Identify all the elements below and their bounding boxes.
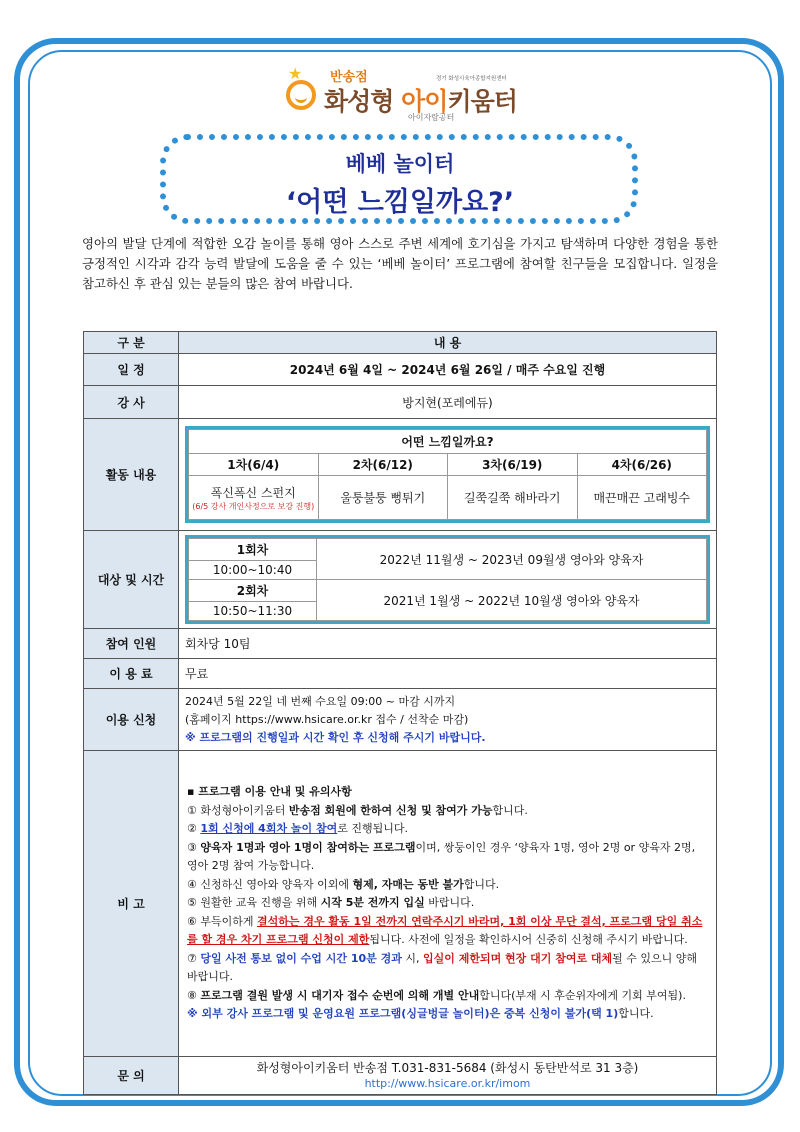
activity-label: 활동 내용 (84, 419, 179, 531)
note-7: ⑦ 당일 사전 통보 없이 수업 시간 10분 경과 시, 입실이 제한되며 현장 대기 참여로 대체될 수 있으니 양해 바랍니다. (187, 951, 698, 984)
instructor-value: 방지현(포레에듀) (179, 386, 717, 419)
target-who: 2022년 11월생 ~ 2023년 09월생 영아와 양육자 (317, 539, 707, 580)
session-name: 길쭉길쭉 해바라기 (448, 476, 578, 520)
info-table (83, 331, 717, 1095)
session-cell (189, 476, 319, 520)
activity-title: 어떤 느낌일까요? (189, 430, 707, 454)
logo-branch: 반송점 (330, 70, 368, 85)
title-line2: ‘어떤 느낌일까요?’ (285, 187, 515, 218)
apply-line1: 2024년 5월 22일 네 번째 수요일 09:00 ~ 마감 시까지 (185, 694, 456, 708)
target-label: 대상 및 시간 (84, 531, 179, 629)
contact-line: 화성형아이키움터 반송점 T.031-831-5684 (화성시 동탄반석로 31 3층) (256, 1060, 639, 1075)
table-row (84, 332, 717, 354)
note-3: ③ 양육자 1명과 영아 1명이 참여하는 프로그램이며, 쌍둥이인 경우 ‘양육자 1명, 영아 2명 or 양육자 2명, 영아 2명 참여 가능합니다. (187, 840, 696, 873)
table-row (84, 354, 717, 386)
capacity-value: 회차당 10팀 (179, 629, 717, 659)
target-box (185, 535, 710, 624)
session-round: 1차(6/4) (189, 454, 319, 476)
fee-label: 이 용 료 (84, 659, 179, 689)
contact-link[interactable]: http://www.hsicare.or.kr/imom (364, 1076, 531, 1090)
table-row (84, 689, 717, 751)
contact-label: 문 의 (84, 1057, 179, 1095)
table-row (84, 629, 717, 659)
schedule-label: 일 정 (84, 354, 179, 386)
session-round: 3차(6/19) (448, 454, 578, 476)
capacity-label: 참여 인원 (84, 629, 179, 659)
smile-icon (286, 80, 316, 110)
session-round: 2차(6/12) (318, 454, 448, 476)
table-row (84, 386, 717, 419)
table-row (84, 531, 717, 629)
activity-box (185, 426, 710, 523)
note-9: ※ 외부 강사 프로그램 및 운영요원 프로그램(싱글벙글 놀이터)은 중복 신청이 불가(택 1)합니다. (187, 1007, 654, 1021)
note-1: ① 화성형아이키움터 반송점 회원에 한하여 신청 및 참여가 가능합니다. (187, 803, 528, 817)
session-note: (6/5 강사 개인사정으로 보강 진행) (192, 501, 315, 511)
table-row (84, 751, 717, 1057)
schedule-value: 2024년 6월 4일 ~ 2024년 6월 26일 / 매주 수요일 진행 (179, 354, 717, 386)
session-name: 폭신폭신 스펀지 (210, 485, 296, 500)
note-2: ② 1회 신청에 4회차 놀이 참여로 진행됩니다. (187, 822, 408, 836)
target-round: 1회차 (189, 539, 317, 561)
table-row (84, 659, 717, 689)
session-round: 4차(6/26) (577, 454, 707, 476)
note-4: ④ 신청하신 영아와 양육자 이외에 형제, 자매는 동반 불가합니다. (187, 877, 500, 891)
title-line1: 베베 놀이터 (345, 152, 455, 176)
apply-label: 이용 신청 (84, 689, 179, 751)
header-label: 구 분 (84, 332, 179, 354)
logo-org: 경기 화성시육아종합지원센터 (436, 76, 507, 82)
header-content: 내 용 (179, 332, 717, 354)
note-6: ⑥ 부득이하게 결석하는 경우 활동 1일 전까지 연락주시기 바라며, 1회 이상 무단 결석, 프로그램 당일 취소를 할 경우 차기 프로그램 신청이 제한됩니다. 사전에 일정을 확인하시어 신중히 신청해 주시기 바랍니다. (187, 914, 703, 947)
apply-line2: (홈페이지 https://www.hsicare.or.kr 접수 / 선착순 마감) (185, 712, 469, 726)
target-time: 10:00~10:40 (189, 561, 317, 580)
target-round: 2회차 (189, 580, 317, 602)
star-icon: ★ (288, 64, 303, 83)
apply-line3: ※ 프로그램의 진행일과 시간 확인 후 신청해 주시기 바랍니다. (185, 730, 486, 744)
notes-heading: ▪ 프로그램 이용 안내 및 유의사항 (187, 785, 352, 799)
intro-text: 영아의 발달 단계에 적합한 오감 놀이를 통해 영아 스스로 주변 세계에 호기심을 가지고 탐색하며 다양한 경험을 통한 긍정적인 시각과 감각 능력 발달에 도움을 줄 수 있는 ‘베베 놀이터’ 프로그램에 참여할 친구들을 모집합니다. 일정을 참고하신 후 관심 있는 분들의 많은 참여 바랍니다. (82, 236, 718, 291)
target-time: 10:50~11:30 (189, 602, 317, 621)
logo-sub: 아이자람공터 (408, 113, 455, 122)
session-name: 매끈매끈 고래빙수 (577, 476, 707, 520)
target-who: 2021년 1월생 ~ 2022년 10월생 영아와 양육자 (317, 580, 707, 621)
session-name: 울퉁불퉁 뻥튀기 (318, 476, 448, 520)
note-8: ⑧ 프로그램 결원 발생 시 대기자 접수 순번에 의해 개별 안내합니다(부재 시 후순위자에게 기회 부여됨). (187, 988, 686, 1002)
fee-value: 무료 (179, 659, 717, 689)
table-row (84, 1057, 717, 1095)
instructor-label: 강 사 (84, 386, 179, 419)
table-row (84, 419, 717, 531)
logo (286, 66, 576, 120)
note-5: ⑤ 원활한 교육 진행을 위해 시작 5분 전까지 입실 바랍니다. (187, 896, 475, 910)
logo-name: 화성형 아이키움터 (324, 87, 517, 116)
notes-label: 비 고 (84, 751, 179, 1057)
